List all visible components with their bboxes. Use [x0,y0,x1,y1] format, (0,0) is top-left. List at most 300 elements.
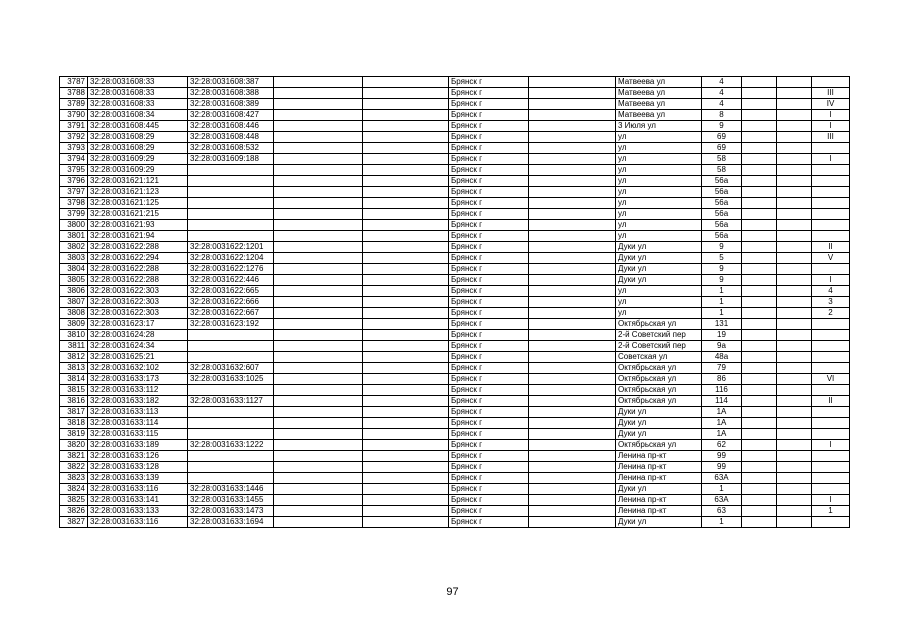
cadastral-number-cell: 32:28:0031621:125 [88,198,188,209]
col-blank-2-cell [363,517,449,528]
street-cell: ул [616,308,702,319]
house-number-cell: 1А [702,407,742,418]
house-number-cell: 1 [702,297,742,308]
object-number-cell: 32:28:0031633:1473 [188,506,274,517]
col-blank-3-cell [529,132,616,143]
street-cell: Октябрьская ул [616,396,702,407]
col-blank-1-cell [274,88,363,99]
house-number-cell: 56а [702,198,742,209]
table-row [60,385,850,396]
house-number-cell: 9 [702,242,742,253]
col-blank-3-cell [529,187,616,198]
col-blank-5-cell [777,385,812,396]
house-number-cell: 63 [702,506,742,517]
room-number-cell: 3 [812,297,850,308]
col-blank-2-cell [363,77,449,88]
col-blank-3-cell [529,396,616,407]
table-row [60,88,850,99]
row-number-cell: 3788 [60,88,88,99]
col-blank-4-cell [742,264,777,275]
col-blank-3-cell [529,88,616,99]
col-blank-3-cell [529,495,616,506]
col-blank-1-cell [274,286,363,297]
col-blank-5-cell [777,418,812,429]
room-number-cell: 4 [812,286,850,297]
col-blank-3-cell [529,484,616,495]
house-number-cell: 63А [702,473,742,484]
house-number-cell: 56а [702,209,742,220]
house-number-cell: 5 [702,253,742,264]
room-number-cell [812,198,850,209]
table-row [60,440,850,451]
object-number-cell: 32:28:0031608:388 [188,88,274,99]
col-blank-1-cell [274,77,363,88]
col-blank-1-cell [274,352,363,363]
col-blank-5-cell [777,396,812,407]
col-blank-4-cell [742,198,777,209]
col-blank-5-cell [777,308,812,319]
object-number-cell: 32:28:0031633:1025 [188,374,274,385]
col-blank-4-cell [742,110,777,121]
col-blank-3-cell [529,253,616,264]
col-blank-2-cell [363,495,449,506]
house-number-cell: 9 [702,275,742,286]
col-blank-1-cell [274,110,363,121]
city-cell: Брянск г [449,297,529,308]
room-number-cell [812,473,850,484]
col-blank-1-cell [274,473,363,484]
table-row [60,176,850,187]
cadastral-number-cell: 32:28:0031633:189 [88,440,188,451]
col-blank-3-cell [529,209,616,220]
cadastral-number-cell: 32:28:0031633:139 [88,473,188,484]
col-blank-5-cell [777,231,812,242]
table-row [60,308,850,319]
col-blank-2-cell [363,308,449,319]
street-cell: Дуки ул [616,264,702,275]
col-blank-2-cell [363,407,449,418]
row-number-cell: 3787 [60,77,88,88]
city-cell: Брянск г [449,440,529,451]
row-number-cell: 3800 [60,220,88,231]
row-number-cell: 3810 [60,330,88,341]
house-number-cell: 9а [702,341,742,352]
house-number-cell: 4 [702,88,742,99]
col-blank-2-cell [363,462,449,473]
col-blank-2-cell [363,440,449,451]
room-number-cell: V [812,253,850,264]
col-blank-1-cell [274,220,363,231]
col-blank-3-cell [529,374,616,385]
col-blank-1-cell [274,385,363,396]
col-blank-1-cell [274,396,363,407]
house-number-cell: 19 [702,330,742,341]
col-blank-5-cell [777,517,812,528]
street-cell: ул [616,297,702,308]
street-cell: Матвеева ул [616,88,702,99]
row-number-cell: 3827 [60,517,88,528]
street-cell: ул [616,286,702,297]
col-blank-5-cell [777,198,812,209]
col-blank-4-cell [742,132,777,143]
col-blank-2-cell [363,451,449,462]
city-cell: Брянск г [449,352,529,363]
street-cell: Дуки ул [616,517,702,528]
col-blank-5-cell [777,451,812,462]
col-blank-4-cell [742,154,777,165]
row-number-cell: 3794 [60,154,88,165]
room-number-cell [812,363,850,374]
row-number-cell: 3795 [60,165,88,176]
table-row [60,484,850,495]
city-cell: Брянск г [449,110,529,121]
col-blank-2-cell [363,319,449,330]
street-cell: ул [616,187,702,198]
col-blank-5-cell [777,242,812,253]
col-blank-3-cell [529,121,616,132]
row-number-cell: 3801 [60,231,88,242]
col-blank-5-cell [777,264,812,275]
room-number-cell: II [812,396,850,407]
street-cell: 3 Июля ул [616,121,702,132]
row-number-cell: 3824 [60,484,88,495]
city-cell: Брянск г [449,517,529,528]
street-cell: ул [616,231,702,242]
col-blank-3-cell [529,363,616,374]
table-row [60,429,850,440]
col-blank-3-cell [529,297,616,308]
col-blank-4-cell [742,429,777,440]
row-number-cell: 3791 [60,121,88,132]
cadastral-number-cell: 32:28:0031633:113 [88,407,188,418]
cadastral-number-cell: 32:28:0031621:94 [88,231,188,242]
table-row [60,165,850,176]
room-number-cell [812,418,850,429]
col-blank-1-cell [274,297,363,308]
col-blank-1-cell [274,363,363,374]
street-cell: Ленина пр-кт [616,506,702,517]
col-blank-2-cell [363,110,449,121]
table-row [60,363,850,374]
col-blank-4-cell [742,88,777,99]
house-number-cell: 56а [702,176,742,187]
row-number-cell: 3811 [60,341,88,352]
row-number-cell: 3821 [60,451,88,462]
col-blank-5-cell [777,319,812,330]
street-cell: Дуки ул [616,484,702,495]
col-blank-2-cell [363,484,449,495]
col-blank-5-cell [777,352,812,363]
city-cell: Брянск г [449,385,529,396]
cadastral-number-cell: 32:28:0031608:33 [88,99,188,110]
house-number-cell: 69 [702,143,742,154]
city-cell: Брянск г [449,176,529,187]
col-blank-3-cell [529,231,616,242]
col-blank-5-cell [777,275,812,286]
col-blank-5-cell [777,88,812,99]
col-blank-1-cell [274,132,363,143]
street-cell: Ленина пр-кт [616,495,702,506]
object-number-cell: 32:28:0031633:1127 [188,396,274,407]
cadastral-number-cell: 32:28:0031622:288 [88,275,188,286]
house-number-cell: 99 [702,451,742,462]
object-number-cell: 32:28:0031622:1201 [188,242,274,253]
table-row [60,121,850,132]
col-blank-3-cell [529,517,616,528]
col-blank-5-cell [777,143,812,154]
room-number-cell [812,77,850,88]
col-blank-4-cell [742,319,777,330]
city-cell: Брянск г [449,484,529,495]
object-number-cell: 32:28:0031622:665 [188,286,274,297]
object-number-cell [188,451,274,462]
city-cell: Брянск г [449,209,529,220]
street-cell: Дуки ул [616,242,702,253]
row-number-cell: 3817 [60,407,88,418]
city-cell: Брянск г [449,187,529,198]
room-number-cell: I [812,110,850,121]
col-blank-1-cell [274,429,363,440]
col-blank-5-cell [777,440,812,451]
house-number-cell: 9 [702,264,742,275]
table-row [60,506,850,517]
col-blank-1-cell [274,154,363,165]
col-blank-4-cell [742,473,777,484]
table-row [60,286,850,297]
col-blank-2-cell [363,165,449,176]
col-blank-5-cell [777,99,812,110]
table-row [60,143,850,154]
object-number-cell [188,165,274,176]
street-cell: Ленина пр-кт [616,473,702,484]
col-blank-3-cell [529,341,616,352]
row-number-cell: 3816 [60,396,88,407]
col-blank-4-cell [742,286,777,297]
street-cell: ул [616,154,702,165]
cadastral-number-cell: 32:28:0031621:121 [88,176,188,187]
col-blank-2-cell [363,253,449,264]
col-blank-5-cell [777,363,812,374]
col-blank-2-cell [363,385,449,396]
col-blank-3-cell [529,77,616,88]
col-blank-2-cell [363,297,449,308]
table-row [60,187,850,198]
house-number-cell: 1А [702,429,742,440]
row-number-cell: 3819 [60,429,88,440]
col-blank-1-cell [274,143,363,154]
col-blank-1-cell [274,121,363,132]
city-cell: Брянск г [449,495,529,506]
cadastral-number-cell: 32:28:0031632:102 [88,363,188,374]
object-number-cell [188,473,274,484]
col-blank-5-cell [777,462,812,473]
table-row [60,495,850,506]
room-number-cell [812,385,850,396]
house-number-cell: 69 [702,132,742,143]
col-blank-3-cell [529,473,616,484]
col-blank-1-cell [274,264,363,275]
row-number-cell: 3793 [60,143,88,154]
col-blank-4-cell [742,418,777,429]
city-cell: Брянск г [449,473,529,484]
cadastral-number-cell: 32:28:0031621:215 [88,209,188,220]
row-number-cell: 3799 [60,209,88,220]
city-cell: Брянск г [449,286,529,297]
col-blank-4-cell [742,165,777,176]
cadastral-number-cell: 32:28:0031633:173 [88,374,188,385]
row-number-cell: 3820 [60,440,88,451]
row-number-cell: 3823 [60,473,88,484]
col-blank-3-cell [529,99,616,110]
col-blank-3-cell [529,418,616,429]
city-cell: Брянск г [449,242,529,253]
object-number-cell: 32:28:0031633:1446 [188,484,274,495]
col-blank-4-cell [742,341,777,352]
street-cell: ул [616,209,702,220]
table-row [60,132,850,143]
house-number-cell: 99 [702,462,742,473]
object-number-cell: 32:28:0031622:1276 [188,264,274,275]
col-blank-4-cell [742,407,777,418]
room-number-cell [812,187,850,198]
row-number-cell: 3815 [60,385,88,396]
table-row [60,297,850,308]
col-blank-4-cell [742,209,777,220]
col-blank-3-cell [529,242,616,253]
table-row [60,110,850,121]
room-number-cell: 2 [812,308,850,319]
cadastral-number-cell: 32:28:0031623:17 [88,319,188,330]
room-number-cell: III [812,132,850,143]
row-number-cell: 3803 [60,253,88,264]
col-blank-1-cell [274,330,363,341]
cadastral-number-cell: 32:28:0031633:126 [88,451,188,462]
col-blank-5-cell [777,495,812,506]
city-cell: Брянск г [449,275,529,286]
col-blank-4-cell [742,517,777,528]
city-cell: Брянск г [449,88,529,99]
room-number-cell [812,231,850,242]
cadastral-number-cell: 32:28:0031608:34 [88,110,188,121]
col-blank-5-cell [777,121,812,132]
col-blank-5-cell [777,132,812,143]
city-cell: Брянск г [449,363,529,374]
city-cell: Брянск г [449,429,529,440]
col-blank-2-cell [363,88,449,99]
cadastral-number-cell: 32:28:0031625:21 [88,352,188,363]
house-number-cell: 1 [702,286,742,297]
room-number-cell: IV [812,99,850,110]
cadastral-number-cell: 32:28:0031633:182 [88,396,188,407]
room-number-cell [812,209,850,220]
cadastral-number-cell: 32:28:0031608:33 [88,88,188,99]
col-blank-2-cell [363,352,449,363]
object-number-cell: 32:28:0031608:389 [188,99,274,110]
col-blank-5-cell [777,429,812,440]
table-row [60,209,850,220]
cadastral-number-cell: 32:28:0031622:303 [88,286,188,297]
object-number-cell: 32:28:0031622:446 [188,275,274,286]
row-number-cell: 3806 [60,286,88,297]
col-blank-1-cell [274,319,363,330]
room-number-cell [812,517,850,528]
row-number-cell: 3814 [60,374,88,385]
row-number-cell: 3789 [60,99,88,110]
table-row [60,77,850,88]
street-cell: ул [616,143,702,154]
col-blank-4-cell [742,440,777,451]
col-blank-2-cell [363,198,449,209]
room-number-cell [812,484,850,495]
col-blank-1-cell [274,198,363,209]
street-cell: ул [616,176,702,187]
room-number-cell [812,319,850,330]
room-number-cell: I [812,440,850,451]
street-cell: Октябрьская ул [616,385,702,396]
city-cell: Брянск г [449,231,529,242]
cadastral-number-cell: 32:28:0031621:123 [88,187,188,198]
city-cell: Брянск г [449,264,529,275]
row-number-cell: 3809 [60,319,88,330]
col-blank-3-cell [529,220,616,231]
street-cell: 2-й Советский пер [616,330,702,341]
row-number-cell: 3804 [60,264,88,275]
col-blank-1-cell [274,231,363,242]
col-blank-1-cell [274,187,363,198]
table-row [60,154,850,165]
house-number-cell: 79 [702,363,742,374]
city-cell: Брянск г [449,220,529,231]
col-blank-5-cell [777,253,812,264]
row-number-cell: 3807 [60,297,88,308]
row-number-cell: 3798 [60,198,88,209]
street-cell: Октябрьская ул [616,319,702,330]
object-number-cell [188,209,274,220]
street-cell: Матвеева ул [616,77,702,88]
cadastral-number-cell: 32:28:0031608:29 [88,143,188,154]
city-cell: Брянск г [449,330,529,341]
city-cell: Брянск г [449,396,529,407]
house-number-cell: 8 [702,110,742,121]
cadastral-number-cell: 32:28:0031609:29 [88,165,188,176]
cadastral-number-cell: 32:28:0031624:34 [88,341,188,352]
room-number-cell [812,165,850,176]
col-blank-5-cell [777,341,812,352]
object-number-cell: 32:28:0031633:1694 [188,517,274,528]
col-blank-3-cell [529,286,616,297]
cadastral-number-cell: 32:28:0031622:294 [88,253,188,264]
city-cell: Брянск г [449,506,529,517]
house-number-cell: 1 [702,484,742,495]
room-number-cell [812,407,850,418]
room-number-cell [812,352,850,363]
col-blank-2-cell [363,187,449,198]
object-number-cell: 32:28:0031609:188 [188,154,274,165]
table-row [60,407,850,418]
city-cell: Брянск г [449,341,529,352]
house-number-cell: 56а [702,220,742,231]
col-blank-2-cell [363,429,449,440]
city-cell: Брянск г [449,319,529,330]
col-blank-4-cell [742,143,777,154]
col-blank-2-cell [363,209,449,220]
col-blank-5-cell [777,110,812,121]
city-cell: Брянск г [449,418,529,429]
col-blank-5-cell [777,506,812,517]
col-blank-4-cell [742,99,777,110]
col-blank-4-cell [742,484,777,495]
col-blank-2-cell [363,473,449,484]
